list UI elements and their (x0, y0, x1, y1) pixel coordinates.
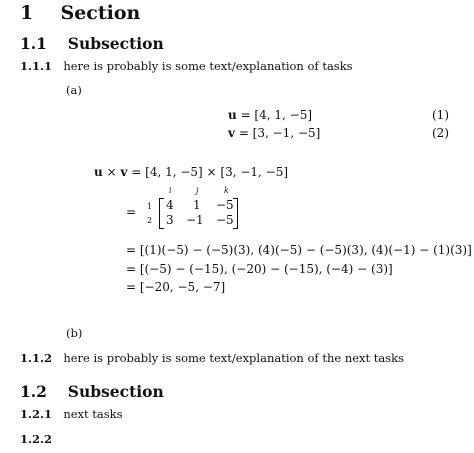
row-label-2: 2 (147, 216, 153, 225)
subsubsection-number: 1.1.2 (20, 351, 53, 365)
section-heading (20, 2, 140, 24)
equation-2 (228, 126, 320, 140)
section-number: 1 (20, 2, 34, 24)
vector-v: v (228, 126, 235, 140)
cross-product-line-1 (94, 165, 288, 179)
cross-times: × (106, 165, 117, 179)
cross-line-1-rhs: = [4, 1, −5] × [3, −1, −5] (131, 165, 289, 179)
cross-product-line-3: = [(1)(−5) − (−5)(3), (4)(−5) − (−5)(3), (4)(−1) − (1)(3)] (126, 243, 472, 257)
matrix-equals: = (126, 205, 137, 219)
subsection-number: 1.1 (20, 34, 47, 53)
equation-number-1: (1) (432, 108, 449, 122)
col-label-j: j (196, 186, 199, 195)
matrix-right-bracket (233, 198, 238, 229)
equation-1-rhs: = [4, 1, −5] (240, 108, 313, 122)
subsection-heading-1 (20, 34, 164, 53)
subsubsection-text: here is probably is some text/explanation of the next tasks (63, 351, 405, 365)
subsubsection-1-1-2 (20, 351, 404, 365)
subsection-title: Subsection (67, 382, 164, 401)
subsubsection-number: 1.1.1 (20, 59, 53, 73)
subsubsection-text: next tasks (63, 407, 123, 421)
section-title: Section (60, 2, 141, 24)
subsubsection-number: 1.2.1 (20, 407, 53, 421)
cross-product-line-4: = [(−5) − (−15), (−20) − (−15), (−4) − (3)] (126, 262, 393, 276)
cross-v: v (120, 165, 128, 179)
col-label-k: k (224, 186, 229, 195)
vector-u: u (228, 108, 237, 122)
cross-u: u (94, 165, 103, 179)
equation-2-rhs: = [3, −1, −5] (238, 126, 321, 140)
cross-product-line-5: = [−20, −5, −7] (126, 280, 226, 294)
subsubsection-1-2-1 (20, 407, 123, 421)
subsubsection-number: 1.2.2 (20, 432, 53, 446)
equation-1 (228, 108, 312, 122)
subsubsection-1-2-2 (20, 432, 52, 446)
equation-number-2: (2) (432, 126, 449, 140)
part-b-label: (b) (66, 326, 83, 340)
matrix-cell: 4 (166, 198, 174, 212)
matrix-cell: 1 (193, 198, 201, 212)
matrix-cell: −5 (216, 213, 234, 227)
subsubsection-text: here is probably is some text/explanation of tasks (63, 59, 353, 73)
subsection-title: Subsection (67, 34, 164, 53)
subsection-number: 1.2 (20, 382, 47, 401)
subsection-heading-2 (20, 382, 164, 401)
matrix-cell: −5 (216, 198, 234, 212)
matrix-cell: 3 (166, 213, 174, 227)
matrix-left-bracket (159, 198, 164, 229)
subsubsection-1-1-1 (20, 59, 353, 73)
col-label-i: i (169, 186, 172, 195)
matrix-cell: −1 (186, 213, 204, 227)
row-label-1: 1 (147, 202, 153, 211)
part-a-label: (a) (66, 83, 82, 97)
